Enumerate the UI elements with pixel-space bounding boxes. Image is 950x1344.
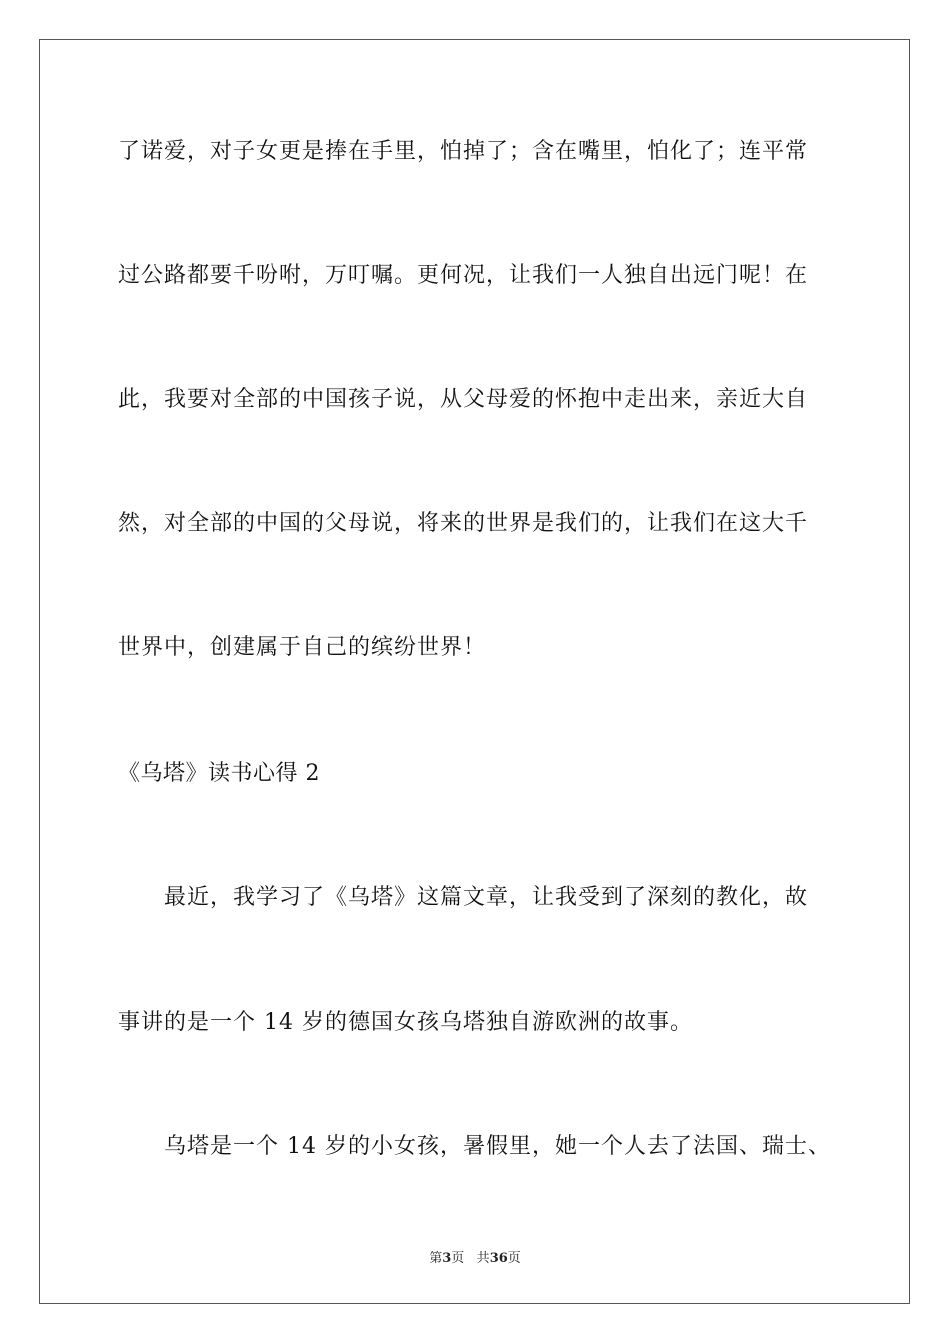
footer-page-number: 3 [442,1251,452,1266]
footer-page-suffix: 页 [451,1251,465,1266]
body-line-5: 世界中，创建属于自己的缤纷世界！ [118,635,487,660]
page-footer [0,1247,950,1266]
footer-total-suffix: 页 [507,1251,521,1266]
footer-page-prefix: 第 [429,1251,443,1266]
paragraph2-line-2: 事讲的是一个 14 岁的德国女孩乌塔独自游欧洲的故事。 [118,1010,693,1035]
section-heading: 《乌塔》读书心得 2 [118,761,320,786]
page-frame [39,39,910,1304]
body-line-4: 然，对全部的中国的父母说，将来的世界是我们的，让我们在这大千 [118,511,809,536]
footer-total-pages: 36 [489,1251,508,1266]
footer-total-prefix: 共 [476,1251,490,1266]
paragraph2-line-1: 最近，我学习了《乌塔》这篇文章，让我受到了深刻的教化，故 [164,885,809,910]
paragraph3-line-1: 乌塔是一个 14 岁的小女孩，暑假里，她一个人去了法国、瑞士、 [164,1134,831,1159]
body-line-3: 此，我要对全部的中国孩子说，从父母爱的怀抱中走出来，亲近大自 [118,387,809,412]
body-line-1: 了诺爱，对子女更是捧在手里，怕掉了；含在嘴里，怕化了；连平常 [118,139,809,164]
body-line-2: 过公路都要千吩咐，万叮嘱。更何况，让我们一人独自出远门呢！在 [118,263,809,288]
